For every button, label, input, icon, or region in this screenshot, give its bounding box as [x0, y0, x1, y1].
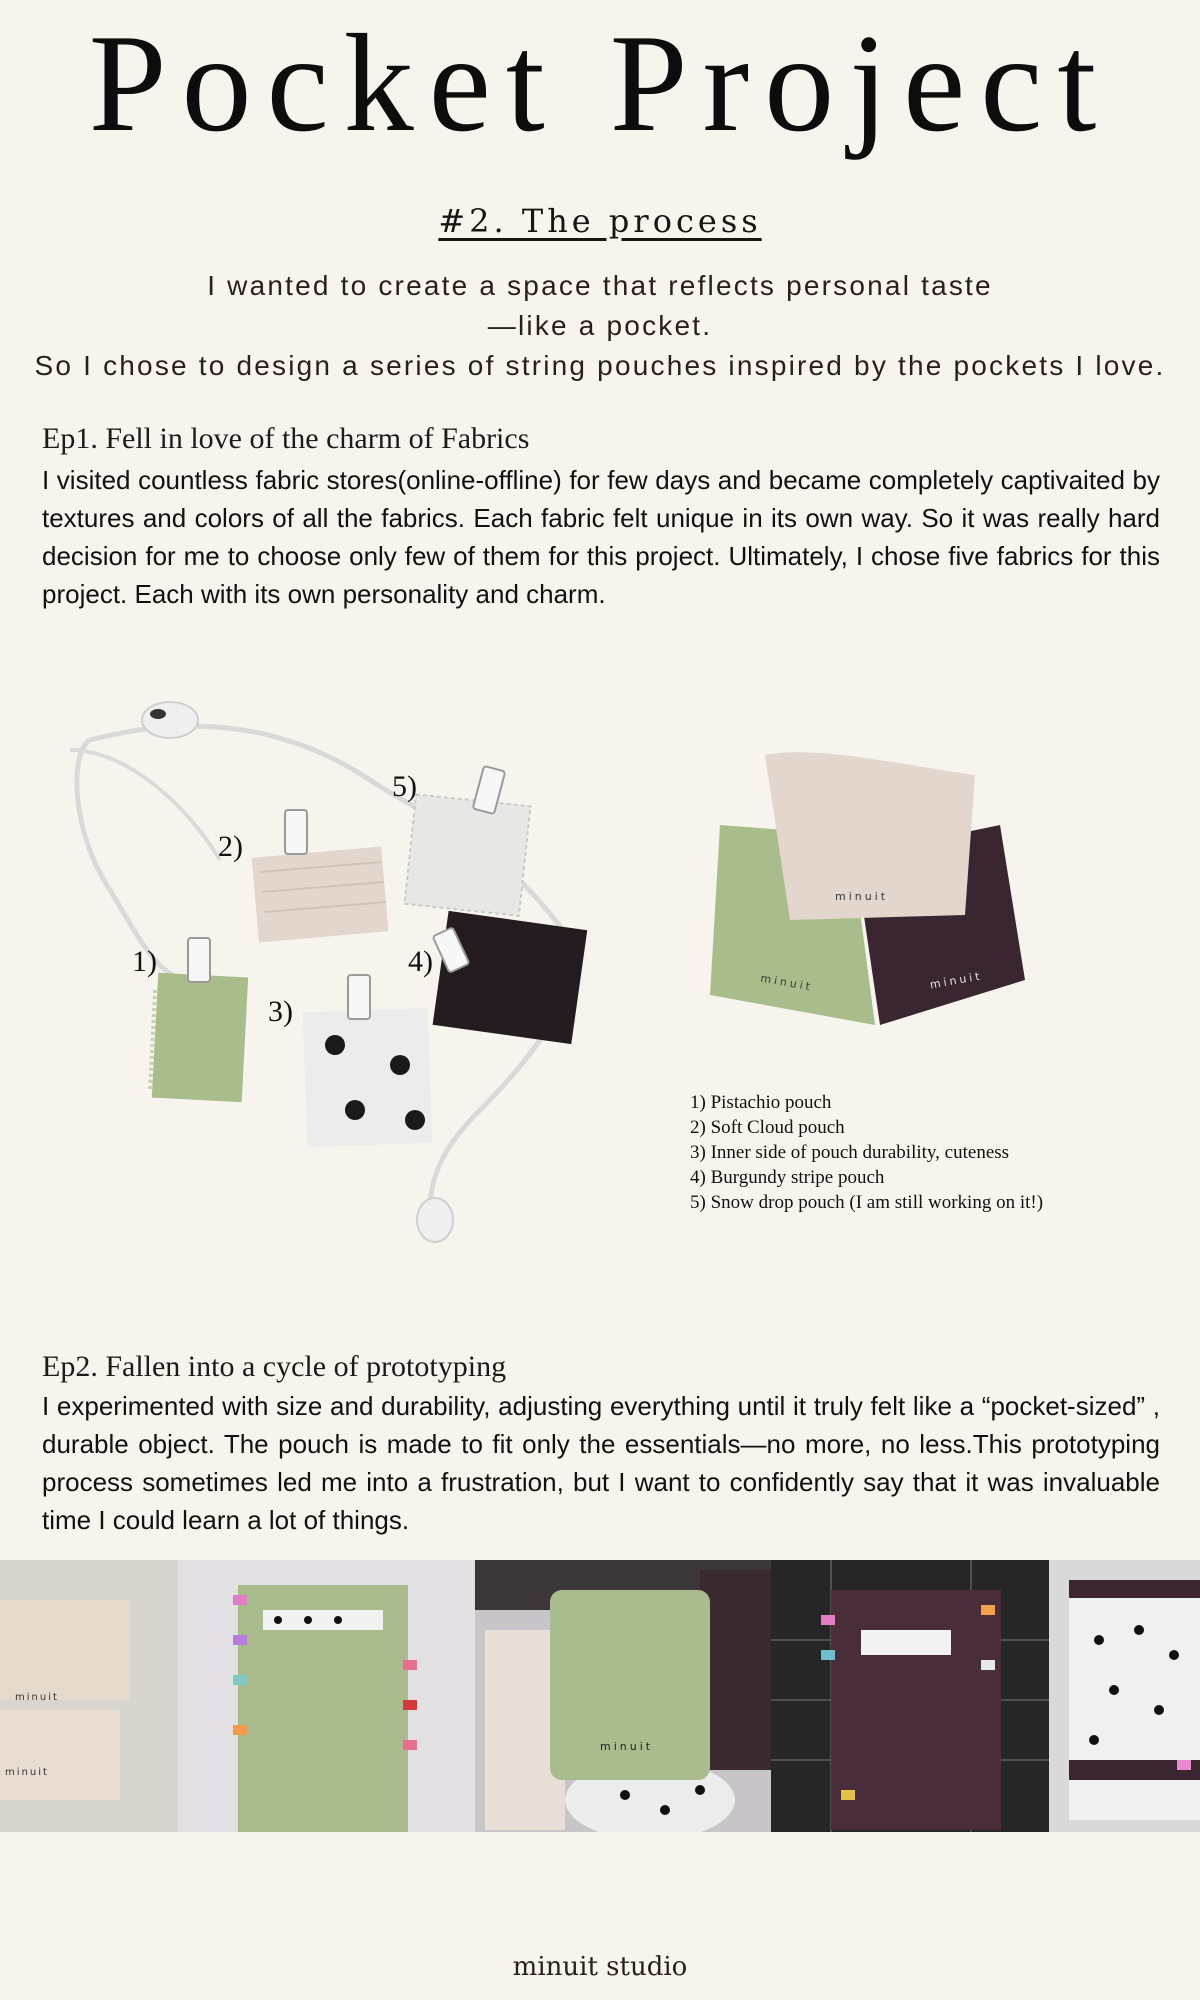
polka-dot [405, 1110, 425, 1130]
ep2-title: Ep2. Fallen into a cycle of prototyping [42, 1350, 507, 1383]
prototype-photo [475, 1560, 771, 1832]
burgundy-strap [1069, 1580, 1200, 1598]
page-title: Pocket Project [88, 6, 1112, 161]
fabric-swatches-figure [70, 690, 630, 1250]
pouch-logo: minuit [5, 1767, 49, 1778]
polka-dot [1089, 1735, 1099, 1745]
clip-icon [981, 1605, 995, 1615]
pouch-trio-illustration [700, 745, 1040, 1045]
fabric-label-2: 2) [218, 830, 243, 863]
intro-line: —like a pocket. [487, 310, 713, 341]
cream-pouch [0, 1710, 120, 1800]
clip-icon [233, 1725, 247, 1735]
intro-line: So I chose to design a series of string pouches inspired by the pockets I love. [34, 350, 1166, 381]
dot-pouch [1069, 1580, 1200, 1820]
clip-icon [1177, 1760, 1191, 1770]
clip-icon [233, 1595, 247, 1605]
burgundy-pouch [700, 1570, 771, 1770]
earphone-cable [70, 750, 220, 860]
green-pouch-clips-photo [178, 1560, 475, 1832]
polka-dot [1094, 1635, 1104, 1645]
three-pouches-photo [475, 1560, 771, 1832]
polka-dot [325, 1035, 345, 1055]
fabric-label-5: 5) [392, 770, 417, 803]
clip-icon [285, 810, 307, 854]
ep2-body: I experimented with size and durability, adjusting everything until it truly felt like a “pocket-sized” , durable object. The pouch is made to fit only the essentials—no more, no less.This prototyping process sometimes led me into a frustration, but I want to confidently say that it was invaluable time I could learn a lot of things. [42, 1391, 1160, 1535]
clip-icon [188, 938, 210, 982]
clip-icon [403, 1740, 417, 1750]
soft-cloud-swatch [252, 846, 389, 942]
polka-dot [695, 1785, 705, 1795]
cream-pouch [0, 1600, 130, 1700]
polka-dot [1134, 1625, 1144, 1635]
prototype-photo [178, 1560, 475, 1832]
polka-dot [1169, 1650, 1179, 1660]
clip-icon [233, 1675, 247, 1685]
earbud [417, 1198, 453, 1242]
pistachio-swatch [152, 973, 248, 1103]
earbud-speaker [150, 709, 166, 719]
clip-icon [233, 1635, 247, 1645]
polka-dot [1154, 1705, 1164, 1715]
intro-paragraph [0, 266, 1200, 386]
studio-footer: minuit studio [512, 1952, 688, 1982]
pouch-logo: minuit [835, 890, 889, 903]
pouch-logo: minuit [928, 969, 984, 992]
clip-icon [821, 1615, 835, 1625]
polka-dot [390, 1055, 410, 1075]
pouch-trio-figure [700, 745, 1040, 1045]
clip-icon [981, 1660, 995, 1670]
snow-drop-swatch [405, 794, 531, 915]
caption-item: 3) Inner side of pouch durability, cuteness [690, 1142, 1010, 1163]
cream-pouches-photo [0, 1560, 178, 1832]
caption-item: 5) Snow drop pouch (I am still working on it!) [690, 1192, 1044, 1213]
fabric-label-1: 1) [132, 945, 157, 978]
fabric-label-4: 4) [408, 945, 433, 978]
clip-icon [821, 1650, 835, 1660]
caption-item: 4) Burgundy stripe pouch [690, 1167, 885, 1188]
caption-item: 2) Soft Cloud pouch [690, 1117, 845, 1138]
polka-dot [660, 1805, 670, 1815]
burgundy-cutting-mat-photo [771, 1560, 1049, 1832]
polka-dot [334, 1616, 342, 1624]
earphone-cable [77, 740, 190, 980]
ep1-title: Ep1. Fell in love of the charm of Fabrics [42, 422, 530, 455]
clip-icon [403, 1700, 417, 1710]
burgundy-pouch [831, 1590, 1001, 1830]
prototype-photo-strip [0, 1560, 1200, 1832]
polka-dot [1109, 1685, 1119, 1695]
earbud [142, 702, 198, 738]
polka-dot [304, 1616, 312, 1624]
dot-fabric-edge [861, 1630, 951, 1655]
fabric-caption-list [690, 1090, 1130, 1215]
fabric-label-3: 3) [268, 995, 293, 1028]
polka-dot [274, 1616, 282, 1624]
caption-item: 1) Pistachio pouch [690, 1092, 832, 1113]
intro-line: I wanted to create a space that reflects personal taste [207, 270, 993, 301]
pouch-logo: minuit [759, 971, 814, 994]
clip-icon [841, 1790, 855, 1800]
pouch-logo: minuit [600, 1740, 654, 1753]
polka-dot [620, 1790, 630, 1800]
prototype-photo [1049, 1560, 1200, 1832]
ep1-body: I visited countless fabric stores(online-offline) for few days and became completely captivaited by textures and colors of all the fabrics. Each fabric felt unique in its own way. So it was really hard decision for me to choose only few of them for this project. Ultimately, I chose five fabrics for this project. Each with its own personality and charm. [42, 465, 1160, 609]
section-subtitle: #2. The process [438, 202, 762, 240]
prototype-photo [771, 1560, 1049, 1832]
burgundy-swatch [433, 911, 588, 1044]
clip-icon [403, 1660, 417, 1670]
prototype-photo [0, 1560, 178, 1832]
clip-icon [348, 975, 370, 1019]
dot-fabric-photo [1049, 1560, 1200, 1832]
polka-dot [345, 1100, 365, 1120]
pouch-logo: minuit [15, 1692, 59, 1703]
